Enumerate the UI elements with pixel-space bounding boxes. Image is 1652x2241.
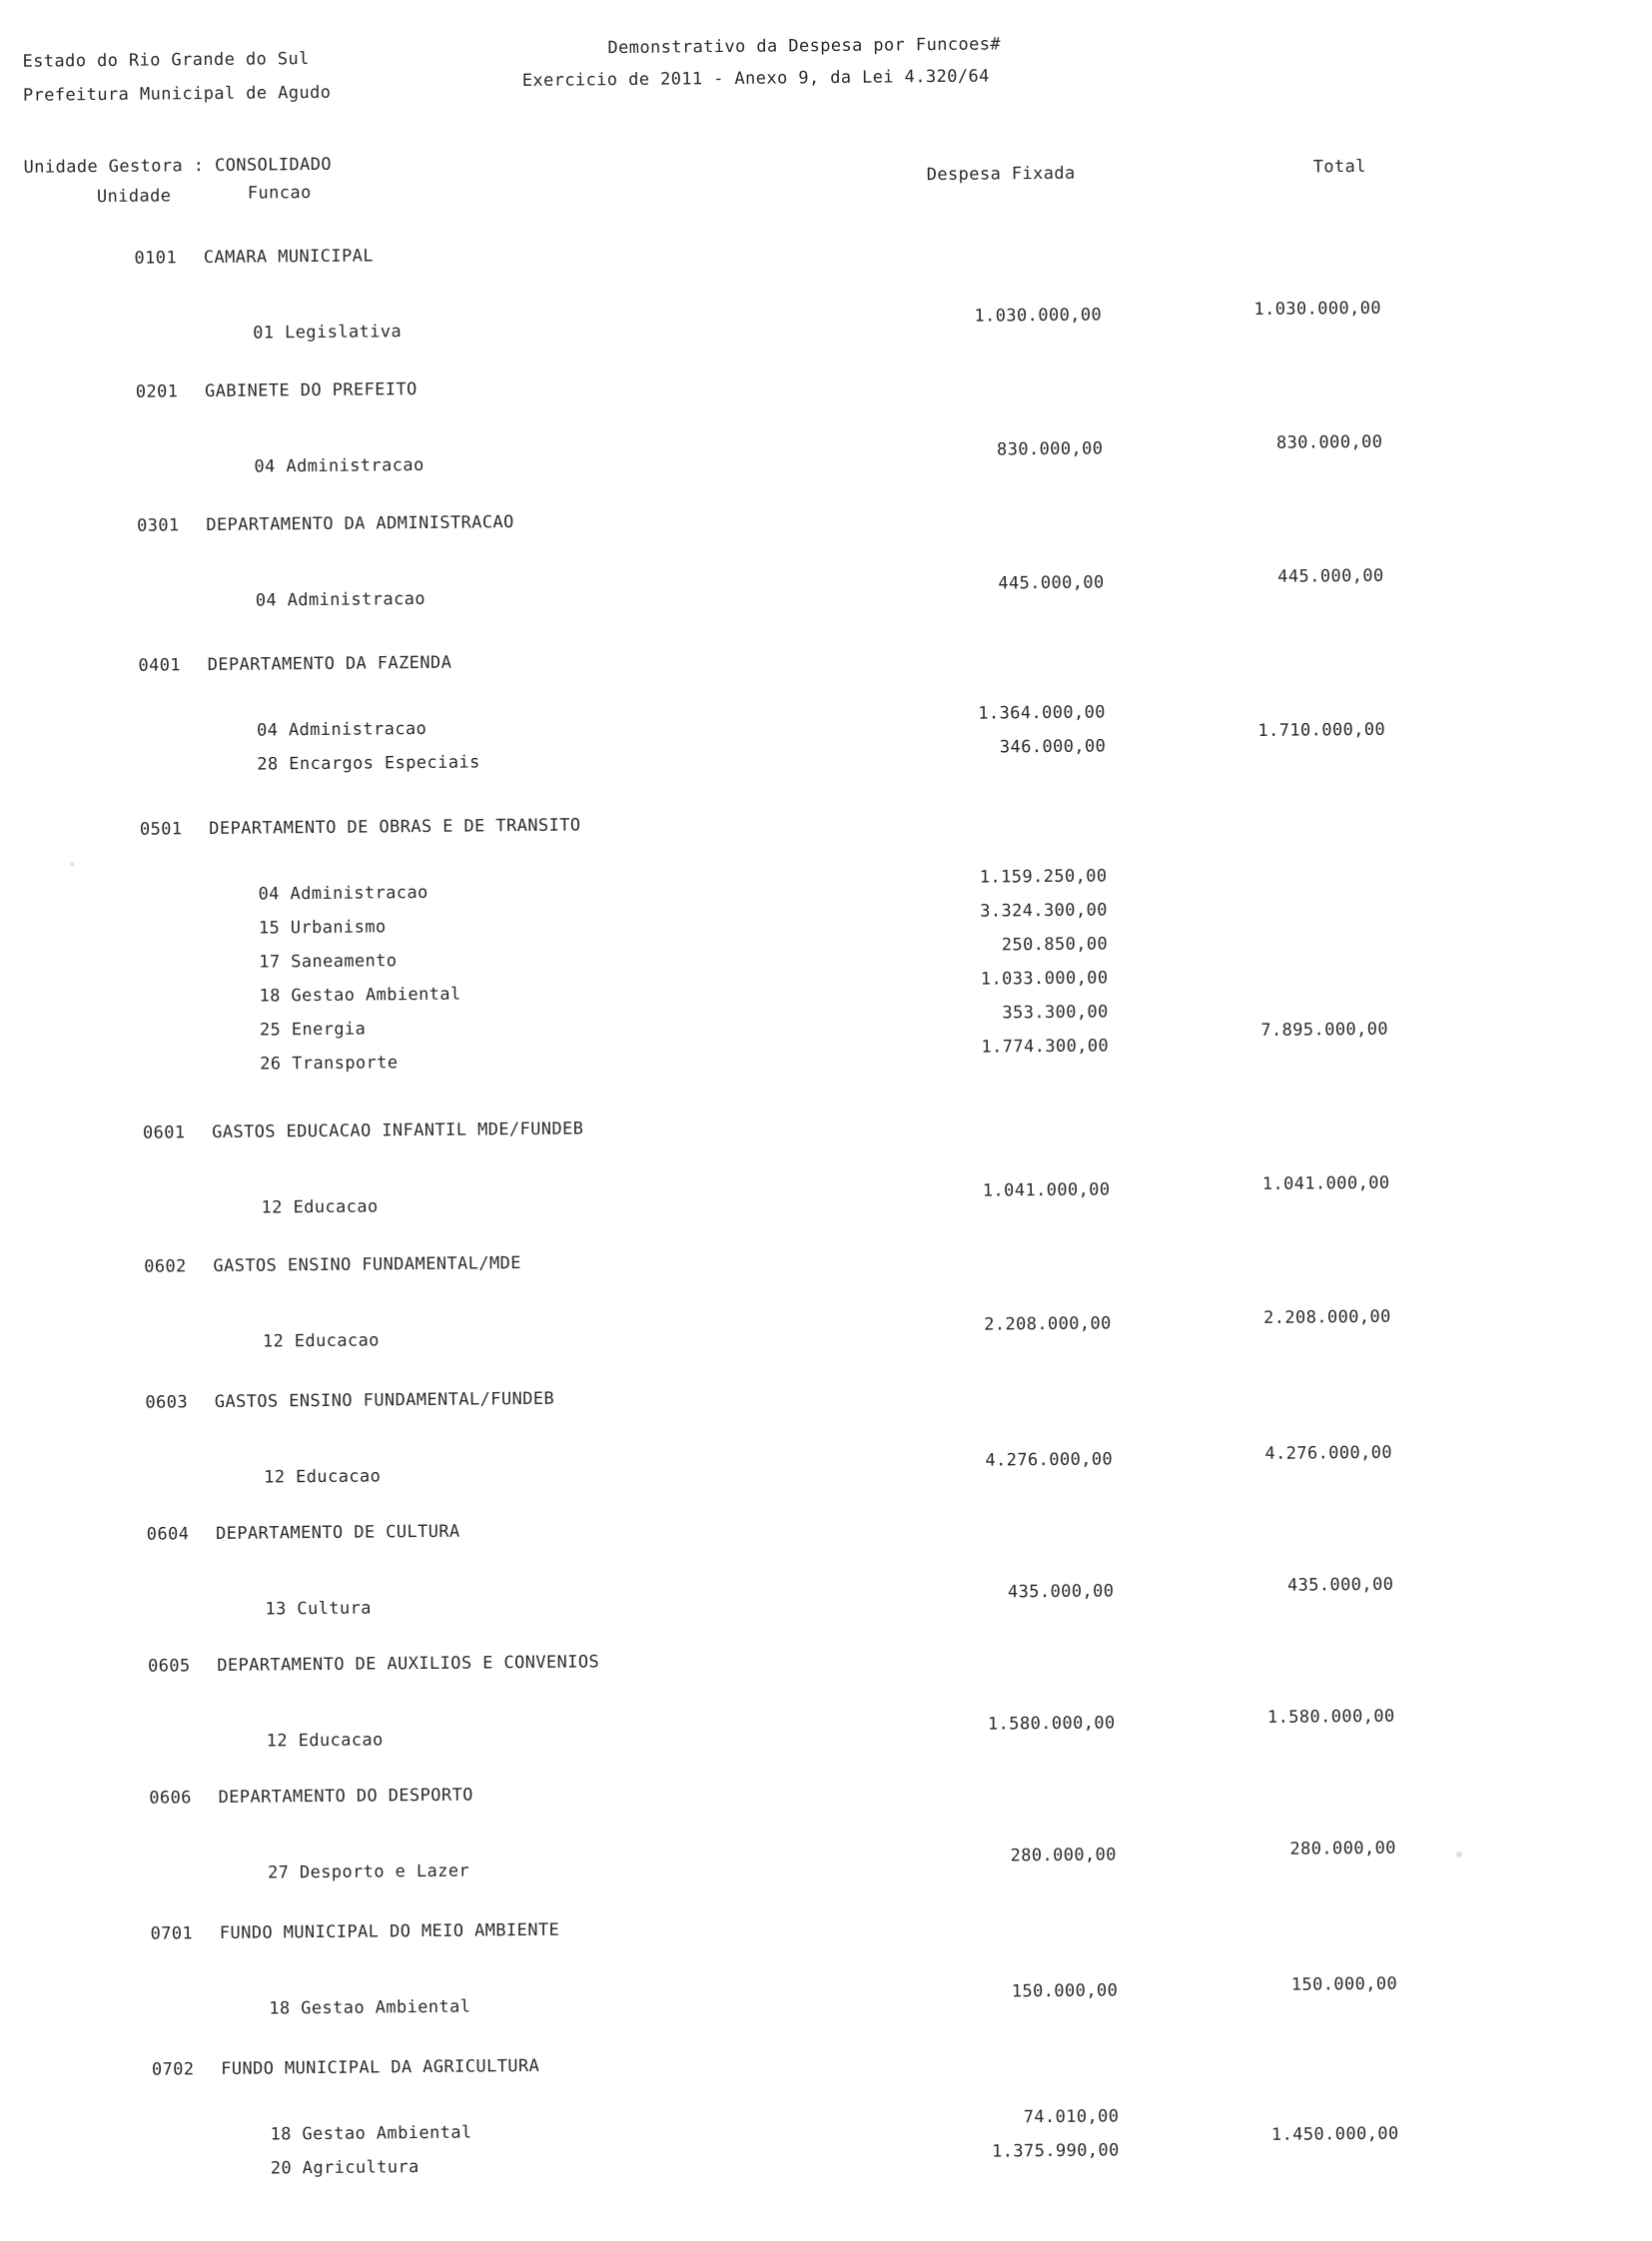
- unit-name: DEPARTAMENTO DO DESPORTO: [218, 1785, 473, 1808]
- unit-code: 0401: [138, 655, 182, 676]
- state-name: Estado do Rio Grande do Sul: [22, 49, 310, 72]
- function-value: 1.033.000,00: [980, 968, 1109, 990]
- unit-heading: [136, 379, 417, 402]
- unit-code: 0501: [139, 819, 183, 840]
- function-label: 18 Gestao Ambiental: [270, 2122, 472, 2145]
- unit-name: GASTOS EDUCACAO INFANTIL MDE/FUNDEB: [212, 1119, 584, 1143]
- unit-code: 0701: [150, 1923, 194, 1944]
- scan-speck: [1456, 1852, 1462, 1858]
- function-label: 17 Saneamento: [259, 951, 398, 973]
- unit-heading: [145, 1389, 554, 1413]
- function-value: 435.000,00: [1007, 1581, 1115, 1603]
- function-value: 445.000,00: [998, 572, 1105, 594]
- unit-name: DEPARTAMENTO DE CULTURA: [215, 1521, 460, 1544]
- unit-heading: [138, 653, 451, 676]
- col-total-header: Total: [1312, 156, 1366, 178]
- function-label: 13 Cultura: [265, 1598, 372, 1620]
- unit-heading: [149, 1786, 473, 1809]
- unit-code: 0201: [135, 381, 179, 402]
- function-label: 28 Encargos Especiais: [257, 752, 480, 775]
- function-value: 2.208.000,00: [984, 1313, 1112, 1335]
- function-value: 353.300,00: [1002, 1002, 1109, 1024]
- unit-gestora: Unidade Gestora : CONSOLIDADO: [23, 154, 333, 178]
- unit-code: 0602: [144, 1256, 187, 1277]
- scan-speck: [70, 862, 74, 866]
- function-label: 04 Administracao: [256, 718, 427, 741]
- function-label: 04 Administracao: [254, 454, 424, 477]
- unit-code: 0301: [136, 515, 180, 536]
- function-label: 12 Educacao: [266, 1730, 384, 1752]
- unit-heading: [147, 1522, 460, 1545]
- function-label: 12 Educacao: [262, 1330, 380, 1352]
- function-label: 18 Gestao Ambiental: [259, 984, 461, 1007]
- function-value: 3.324.300,00: [980, 900, 1108, 922]
- function-value: 250.850,00: [1001, 934, 1109, 956]
- unit-total: 1.580.000,00: [1266, 1706, 1395, 1728]
- unit-total: 435.000,00: [1286, 1574, 1394, 1596]
- function-value: 1.364.000,00: [978, 702, 1106, 724]
- city-name: Prefeitura Municipal de Agudo: [22, 82, 332, 106]
- function-label: 15 Urbanismo: [258, 917, 387, 939]
- unit-name: GASTOS ENSINO FUNDAMENTAL/FUNDEB: [214, 1388, 555, 1413]
- unit-heading: [134, 246, 374, 268]
- unit-code: 0606: [149, 1788, 192, 1809]
- function-label: 18 Gestao Ambiental: [269, 1996, 471, 2019]
- unit-name: DEPARTAMENTO DA FAZENDA: [207, 652, 452, 676]
- unit-total: 445.000,00: [1277, 565, 1384, 587]
- col-unidade-header: Unidade: [96, 186, 172, 208]
- function-value: 346.000,00: [999, 736, 1107, 758]
- function-label: 04 Administracao: [258, 882, 428, 905]
- function-value: 4.276.000,00: [985, 1449, 1114, 1471]
- col-despesa-header: Despesa Fixada: [926, 163, 1076, 186]
- unit-heading: [140, 815, 581, 839]
- function-label: 26 Transporte: [260, 1053, 399, 1075]
- function-value: 830.000,00: [996, 438, 1104, 460]
- unit-total: 830.000,00: [1275, 431, 1383, 453]
- unit-total: 4.276.000,00: [1264, 1442, 1393, 1464]
- function-value: 74.010,00: [1023, 2106, 1120, 2128]
- unit-code: 0601: [142, 1122, 186, 1143]
- function-label: 27 Desporto e Lazer: [267, 1861, 470, 1883]
- unit-name: GABINETE DO PREFEITO: [204, 379, 417, 402]
- col-funcao-header: Funcao: [247, 183, 312, 204]
- unit-heading: [152, 2056, 540, 2080]
- unit-name: DEPARTAMENTO DE AUXILIOS E CONVENIOS: [217, 1652, 600, 1676]
- unit-name: GASTOS ENSINO FUNDAMENTAL/MDE: [213, 1253, 521, 1277]
- unit-heading: [148, 1652, 599, 1676]
- unit-code: 0702: [151, 2059, 195, 2080]
- unit-name: DEPARTAMENTO DA ADMINISTRACAO: [206, 512, 514, 536]
- unit-code: 0101: [134, 248, 178, 269]
- unit-code: 0603: [145, 1392, 189, 1413]
- unit-code: 0605: [147, 1656, 191, 1677]
- unit-total: 2.208.000,00: [1263, 1306, 1391, 1328]
- unit-total: 1.041.000,00: [1261, 1172, 1390, 1194]
- unit-total: 1.450.000,00: [1270, 2123, 1399, 2145]
- function-value: 1.030.000,00: [974, 305, 1103, 327]
- function-label: 12 Educacao: [261, 1196, 379, 1218]
- unit-name: DEPARTAMENTO DE OBRAS E DE TRANSITO: [209, 815, 581, 840]
- function-label: 01 Legislativa: [253, 322, 403, 344]
- unit-name: FUNDO MUNICIPAL DO MEIO AMBIENTE: [219, 1919, 560, 1943]
- function-label: 04 Administracao: [255, 588, 426, 611]
- unit-heading: [143, 1119, 584, 1142]
- function-value: 280.000,00: [1010, 1845, 1117, 1867]
- function-label: 12 Educacao: [264, 1466, 382, 1488]
- unit-total: 7.895.000,00: [1260, 1019, 1389, 1041]
- unit-name: CAMARA MUNICIPAL: [203, 246, 375, 269]
- function-value: 1.774.300,00: [981, 1036, 1110, 1058]
- unit-total: 150.000,00: [1290, 1973, 1398, 1995]
- unit-total: 1.030.000,00: [1253, 298, 1382, 320]
- unit-heading: [144, 1253, 521, 1277]
- function-value: 1.375.990,00: [992, 2140, 1120, 2162]
- function-value: 1.159.250,00: [979, 866, 1108, 888]
- report-title: Demonstrativo da Despesa por Funcoes#: [607, 34, 1002, 59]
- function-value: 1.580.000,00: [987, 1713, 1116, 1735]
- function-label: 20 Agricultura: [270, 2157, 419, 2179]
- unit-heading: [137, 512, 514, 536]
- function-value: 1.041.000,00: [982, 1179, 1111, 1201]
- unit-code: 0604: [146, 1524, 190, 1545]
- function-value: 150.000,00: [1011, 1980, 1119, 2002]
- function-label: 25 Energia: [259, 1019, 367, 1041]
- report-subtitle: Exercicio de 2011 - Anexo 9, da Lei 4.320/64: [521, 66, 990, 91]
- unit-total: 280.000,00: [1289, 1838, 1396, 1860]
- unit-heading: [151, 1920, 560, 1944]
- unit-name: FUNDO MUNICIPAL DA AGRICULTURA: [221, 2055, 540, 2079]
- unit-total: 1.710.000,00: [1257, 719, 1386, 741]
